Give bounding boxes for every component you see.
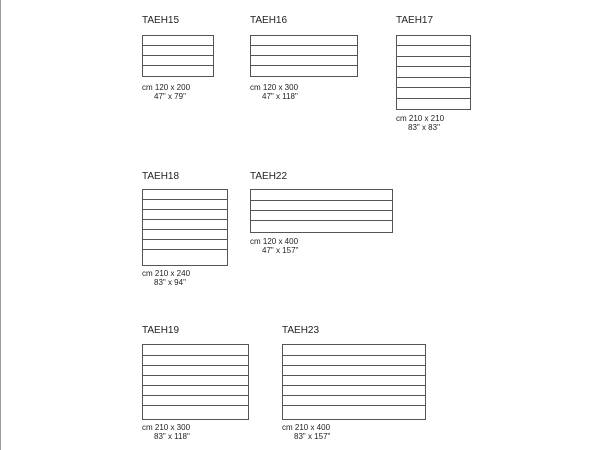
rug-dimensions — [282, 423, 330, 441]
rug-dimensions — [142, 423, 190, 441]
rug-code: TAEH16 — [250, 15, 288, 26]
rug-diagram — [142, 344, 249, 420]
dimension-metric: cm 120 x 200 — [142, 83, 191, 92]
rug-code: TAEH15 — [142, 15, 180, 26]
rug-diagram — [250, 35, 358, 77]
rug-diagram — [396, 35, 471, 110]
dimension-metric: cm 210 x 400 — [282, 423, 331, 432]
rug-dimensions — [142, 269, 190, 287]
rug-dimensions — [250, 83, 298, 101]
dimension-imperial: 83" x 157" — [294, 432, 331, 441]
dimension-imperial: 47" x 157" — [262, 246, 299, 255]
dimension-metric: cm 120 x 400 — [250, 237, 299, 246]
dimension-imperial: 83" x 118" — [154, 432, 190, 441]
dimension-imperial: 47" x 79" — [154, 92, 186, 101]
rug-dimensions — [142, 83, 190, 101]
dimension-metric: cm 210 x 300 — [142, 423, 191, 432]
rug-dimensions — [396, 114, 444, 132]
dimension-imperial: 83" x 83" — [408, 123, 440, 132]
rug-diagram — [282, 344, 426, 420]
rug-code: TAEH17 — [396, 15, 434, 26]
page-left-border — [0, 0, 1, 450]
dimension-metric: cm 120 x 300 — [250, 83, 299, 92]
dimension-metric: cm 210 x 210 — [396, 114, 445, 123]
rug-diagram — [250, 189, 393, 233]
rug-code: TAEH23 — [282, 325, 320, 336]
rug-code: TAEH19 — [142, 325, 180, 336]
rug-diagram — [142, 189, 228, 266]
dimension-metric: cm 210 x 240 — [142, 269, 191, 278]
rug-code: TAEH18 — [142, 171, 180, 182]
rug-diagram — [142, 35, 214, 77]
rug-code: TAEH22 — [250, 171, 288, 182]
dimension-imperial: 47" x 118" — [262, 92, 298, 101]
dimension-imperial: 83" x 94" — [154, 278, 186, 287]
rug-dimensions — [250, 237, 298, 255]
